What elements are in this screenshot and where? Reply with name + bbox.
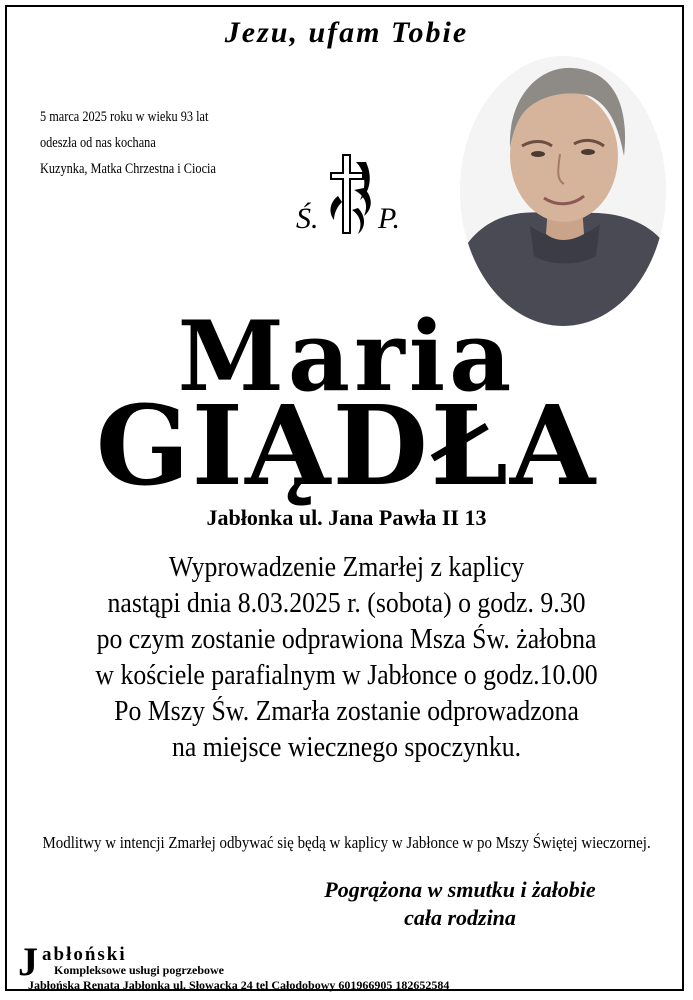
cross-icon bbox=[324, 150, 380, 240]
portrait-image bbox=[460, 56, 666, 326]
death-notice-text bbox=[40, 104, 216, 182]
death-notice-line-3: Kuzynka, Matka Chrzestna i Ciocia bbox=[40, 161, 216, 177]
cross-emblem bbox=[296, 150, 406, 246]
ceremony-line-2: nastąpi dnia 8.03.2025 r. (sobota) o godz. 9.30 bbox=[107, 588, 586, 619]
deceased-address: Jabłonka ul. Jana Pawła II 13 bbox=[206, 505, 487, 530]
family-line-1: Pogrążona w smutku i żałobie bbox=[324, 877, 596, 902]
funeral-home-contact: Jabłońska Renata Jabłonka ul. Słowacka 24 tel Całodobowy 601966905 182652584 bbox=[28, 978, 450, 992]
prayer-text: Modlitwy w intencji Zmarłej odbywać się będą w kaplicy w Jabłonce w po Mszy Świętej wieczornej. bbox=[42, 833, 651, 852]
funeral-home-name: abłoński bbox=[42, 944, 127, 965]
prayer-note bbox=[0, 833, 693, 853]
ceremony-line-1: Wyprowadzenie Zmarłej z kaplicy bbox=[168, 552, 525, 583]
deceased-first-name: Maria bbox=[177, 300, 516, 413]
family-line-2: cała rodzina bbox=[404, 905, 516, 930]
death-notice-line-1: 5 marca 2025 roku w wieku 93 lat bbox=[40, 109, 209, 125]
emblem-letter-s: Ś. bbox=[296, 202, 319, 235]
ceremony-line-3: po czym zostanie odprawiona Msza Św. żałobna bbox=[96, 624, 597, 655]
ceremony-line-6: na miejsce wiecznego spoczynku. bbox=[171, 732, 522, 763]
ceremony-line-5: Po Mszy Św. Zmarła zostanie odprowadzona bbox=[114, 696, 579, 727]
funeral-home-logo: J bbox=[18, 939, 38, 984]
ceremony-details bbox=[0, 550, 693, 766]
deceased-surname: GIĄDŁA bbox=[95, 381, 598, 510]
family-signature bbox=[260, 876, 660, 932]
motto-heading: Jezu, ufam Tobie bbox=[224, 16, 469, 49]
death-notice-line-2: odeszła od nas kochana bbox=[40, 135, 156, 151]
funeral-home-services: Kompleksowe usługi pogrzebowe bbox=[54, 963, 225, 977]
ceremony-line-4: w kościele parafialnym w Jabłonce o godz.10.00 bbox=[95, 660, 598, 691]
emblem-letter-p: P. bbox=[378, 202, 400, 235]
portrait-photo bbox=[460, 56, 666, 326]
